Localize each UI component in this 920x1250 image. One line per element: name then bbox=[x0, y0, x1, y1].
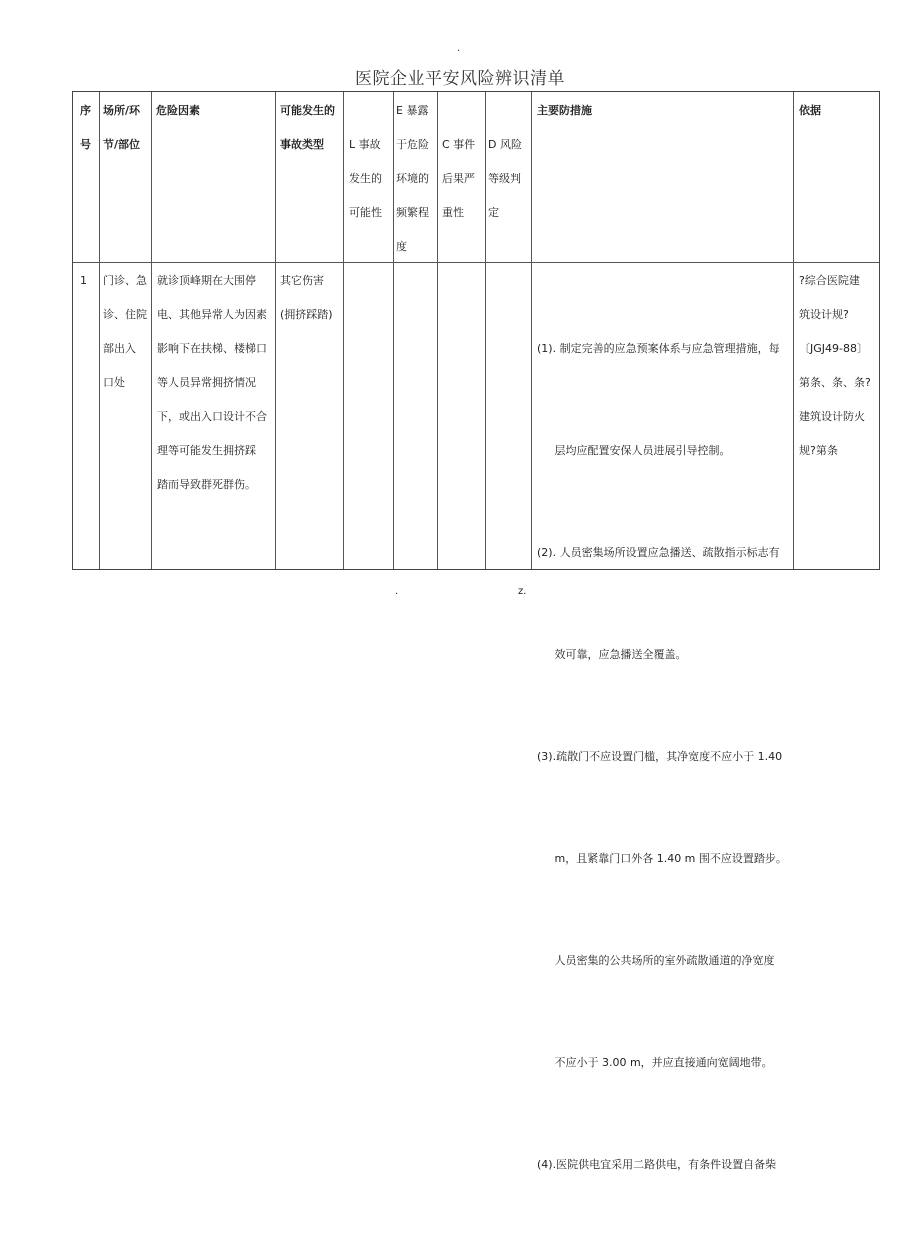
col-divider bbox=[151, 92, 152, 569]
header-E: E 暴露 于危险 环境的 频繁程 度 bbox=[396, 104, 429, 253]
col-divider bbox=[343, 92, 344, 569]
row1-location: 门诊、急 诊、住院 部出入 口处 bbox=[103, 274, 147, 389]
col-divider bbox=[393, 92, 394, 569]
header-hazard: 危险因素 bbox=[156, 104, 200, 117]
top-mark: . bbox=[457, 43, 461, 54]
col-divider bbox=[99, 92, 100, 569]
page-title: 医院企业平安风险辨识清单 bbox=[355, 69, 565, 89]
row1-seq: 1 bbox=[80, 274, 87, 287]
header-D: D 风险 等级判 定 bbox=[488, 138, 522, 219]
row1-measures: (1). 制定完善的应急预案体系与应急管理措施，每 层均应配置安保人员进展引导控制。 (2). 人员密集场所设置应急播送、疏散指示标志有 效可靠，应急播送全覆盖。 (3).疏散门不应设置门槛，其净宽度不应小于 1.40 m，且紧靠门口外各 1.40 m 围不应设置踏步。 人员密集的公共场所的室外疏散通道的净宽度 不应小于 3.00 m，并应直接通向宽阔地带。 (4).医院供电宜采用二路供电，有条件设置自备柴 bbox=[537, 342, 787, 1171]
risk-table bbox=[72, 91, 880, 1171]
header-accident-type: 可能发生的 事故类型 bbox=[280, 104, 335, 151]
footer-mark-right: z. bbox=[518, 586, 527, 597]
header-C: C 事件 后果严 重性 bbox=[442, 138, 476, 219]
header-location: 场所/环 节/部位 bbox=[103, 104, 141, 151]
header-seq: 序 号 bbox=[80, 104, 91, 151]
row1-hazard: 就诊顶峰期在大围停 电、其他异常人为因素 影响下在扶梯、楼梯口 等人员异常拥挤情况 下，或出入口设计不合 理等可能发生拥挤踩 踏而导致群死群伤。 bbox=[157, 274, 267, 491]
row1-accident-type: 其它伤害 (拥挤踩踏) bbox=[280, 274, 333, 321]
col-divider bbox=[793, 92, 794, 569]
header-measures: 主要防措施 bbox=[537, 104, 592, 117]
footer-mark-left: . bbox=[395, 586, 399, 597]
col-divider bbox=[275, 92, 276, 569]
header-basis: 依据 bbox=[799, 104, 821, 117]
col-divider bbox=[485, 92, 486, 569]
row1-basis: ?综合医院建 筑设计规? 〔JGJ49-88〕 第条、条、条? 建筑设计防火 规?第条 bbox=[799, 274, 871, 457]
row-divider bbox=[73, 262, 879, 263]
col-divider bbox=[531, 92, 532, 569]
header-L: L 事故 发生的 可能性 bbox=[349, 138, 382, 219]
col-divider bbox=[437, 92, 438, 569]
